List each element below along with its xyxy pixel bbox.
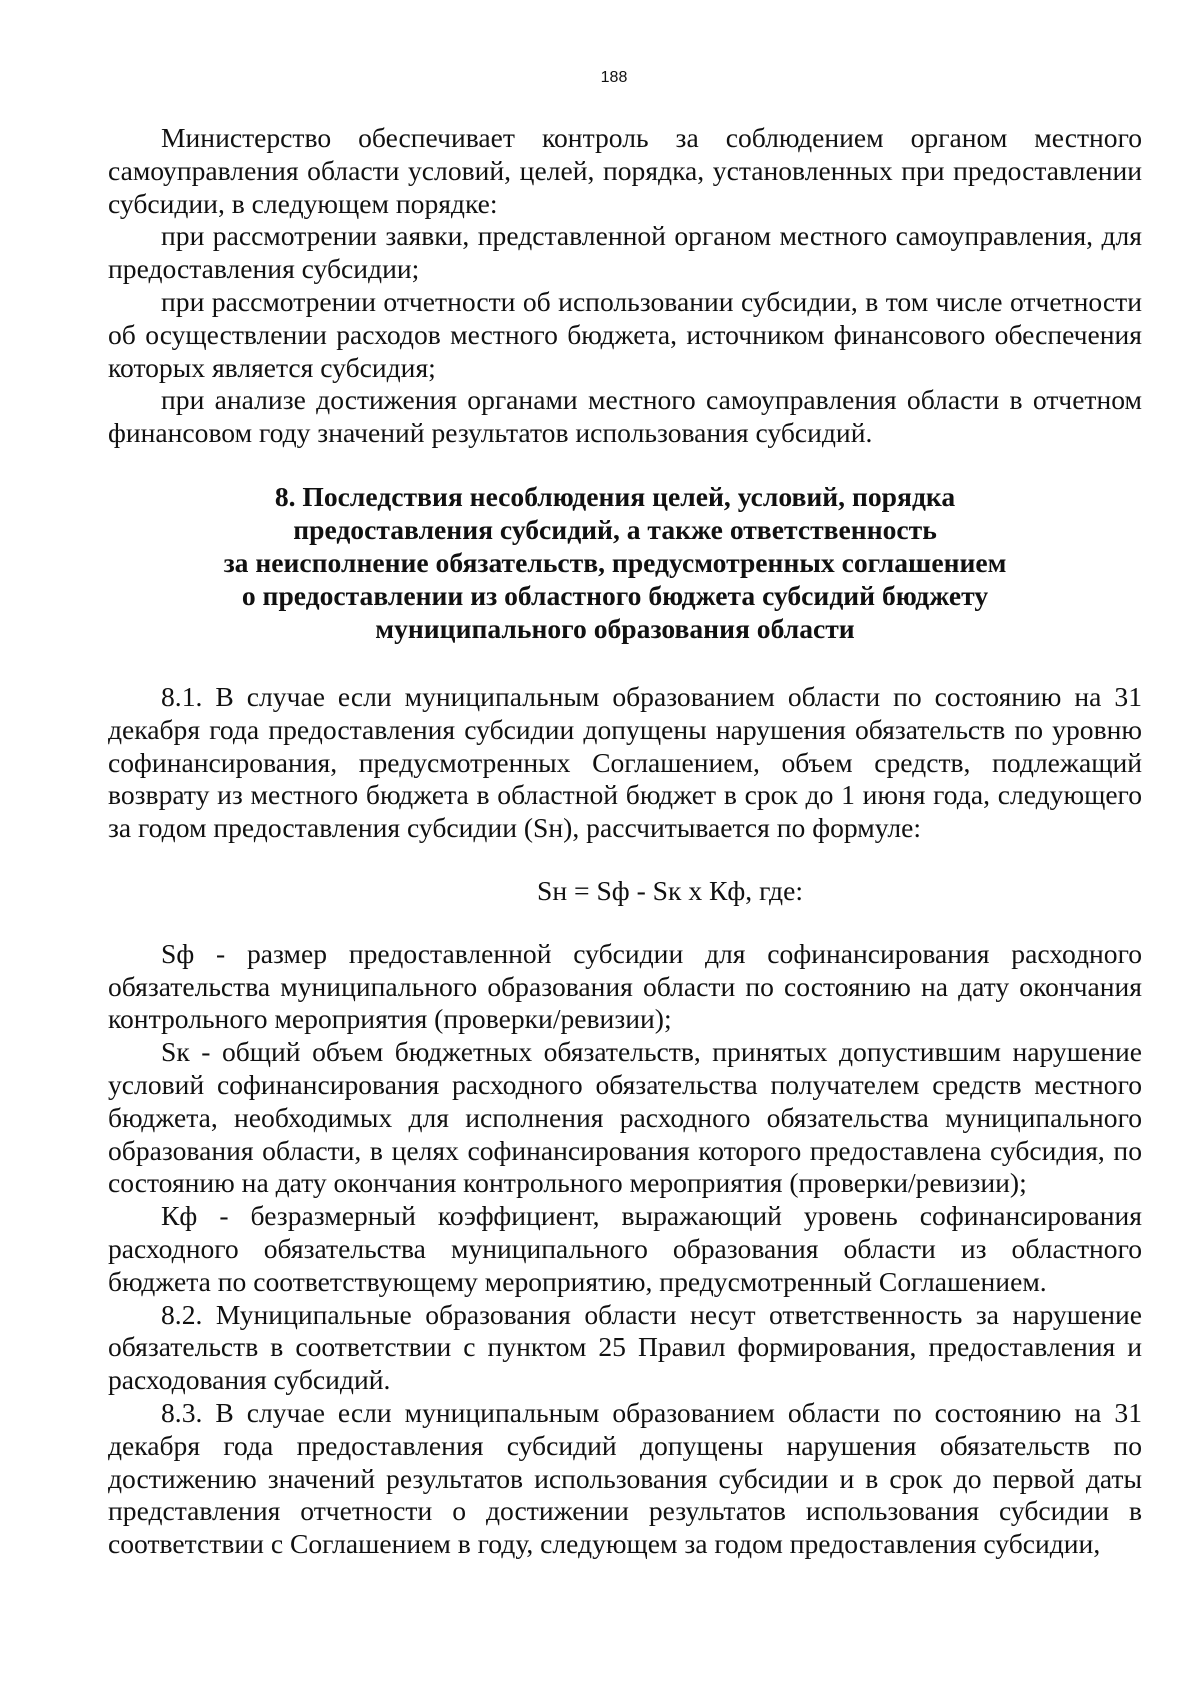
section-heading-line: муниципального образования области — [375, 612, 855, 644]
section-heading — [108, 480, 1142, 645]
definition-sk: Sк - общий объем бюджетных обязательств, принятых допустившим нарушение условий софинансирования расходного обязательства получателем средств местного бюджета, необходимых для исполнения расходного обязательства муниципального образования области, в целях софинансирования которого предоставлена субсидия, по состоянию на дату окончания контрольного мероприятия (проверки/ревизии); — [108, 1036, 1142, 1199]
clause-8-1: 8.1. В случае если муниципальным образованием области по состоянию на 31 декабря года предоставления субсидии допущены нарушения обязательств по уровню софинансирования, предусмотренных Соглашением, объем средств, подлежащий возврату из местного бюджета в областной бюджет в срок до 1 июня года, следующего за годом предоставления субсидии (Sн), рассчитывается по формуле: — [108, 680, 1142, 844]
clause-8-2: 8.2. Муниципальные образования области несут ответственность за нарушение обязательств в соответствии с пунктом 25 Правил формирования, предоставления и расходования субсидий. — [108, 1298, 1142, 1396]
section-heading-line: за неисполнение обязательств, предусмотренных соглашением — [223, 546, 1007, 578]
intro-paragraph: Министерство обеспечивает контроль за соблюдением органом местного самоуправления области условий, целей, порядка, установленных при предоставлении субсидии, в следующем порядке: — [108, 122, 1142, 219]
section-heading-line: о предоставлении из областного бюджета субсидий бюджету — [241, 579, 989, 611]
definition-sf: Sф - размер предоставленной субсидии для софинансирования расходного обязательства муниципального образования области по состоянию на дату окончания контрольного мероприятия (проверки/ревизии); — [108, 937, 1142, 1035]
intro-item: при рассмотрении заявки, представленной органом местного самоуправления, для предоставления субсидии; — [108, 220, 1142, 285]
page-number: 188 — [600, 69, 628, 86]
intro-item: при анализе достижения органами местного самоуправления области в отчетном финансовом году значений результатов использования субсидий. — [108, 384, 1142, 449]
formula: Sн = Sф - Sк х Кф, где: — [536, 874, 803, 906]
intro-item: при рассмотрении отчетности об использовании субсидии, в том числе отчетности об осуществлении расходов местного бюджета, источником финансового обеспечения которых является субсидия; — [108, 285, 1142, 383]
definition-kf: Кф - безразмерный коэффициент, выражающий уровень софинансирования расходного обязательства муниципального образования области из областного бюджета по соответствующему мероприятию, предусмотренный Соглашением. — [108, 1200, 1142, 1297]
clause-8-3: 8.3. В случае если муниципальным образованием области по состоянию на 31 декабря года предоставления субсидий допущены нарушения обязательств по достижению значений результатов использования субсидии и в срок до первой даты представления отчетности о достижении результатов использования субсидии в соответствии с Соглашением в году, следующем за годом предоставления субсидии, — [108, 1396, 1142, 1560]
section-heading-line: предоставления субсидий, а также ответственность — [293, 513, 937, 545]
section-heading-line: 8. Последствия несоблюдения целей, условий, порядка — [274, 480, 956, 512]
